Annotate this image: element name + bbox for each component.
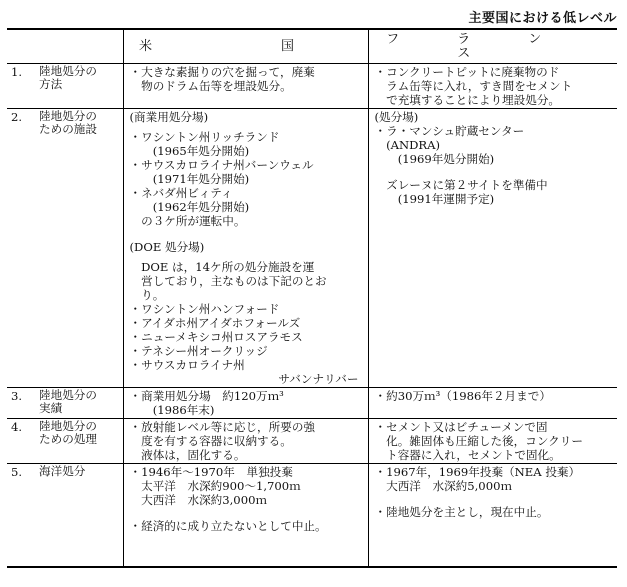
row-label-line: 方法 <box>39 77 63 91</box>
row-label <box>33 109 123 388</box>
header-num <box>7 29 33 64</box>
us-text-line: (1965年処分開始) <box>129 144 250 158</box>
us-text-line: ・ネバダ州ビィティ <box>129 186 233 200</box>
fr-text-line: (1969年処分開始) <box>374 152 495 166</box>
row-label-line: 実績 <box>39 401 63 415</box>
fr-text-line: で充填することにより埋設処分。 <box>374 93 561 107</box>
us-text-line: ・アイダホ州アイダホフォールズ <box>129 316 301 330</box>
fr-text-line: (処分場) <box>374 110 419 124</box>
fr-cell <box>368 388 617 419</box>
us-text-line: 太平洋 水深約900～1,700ｍ <box>129 479 301 493</box>
comparison-table <box>7 28 617 568</box>
us-text-line: ・ワシントン州ハンフォード <box>129 302 280 316</box>
row-label-line: 陸地処分の <box>39 419 97 433</box>
fr-text-line: ・1967年，1969年投棄（NEA 投棄） <box>374 465 581 479</box>
fr-text-line: ・セメント又はビチューメンで固 <box>374 420 548 434</box>
us-text-line: ・大きな素掘りの穴を掘って，廃棄 <box>129 65 315 79</box>
us-text-line: ・サウスカロライナ州バーンウェル <box>129 158 314 172</box>
us-text-line: り。 <box>129 288 165 302</box>
table-row <box>7 64 617 109</box>
us-text-line: の３ケ所が運転中。 <box>129 214 246 228</box>
row-label-line: 陸地処分の <box>39 109 97 123</box>
row-number: 4. <box>7 419 33 464</box>
page-title: 主要国における低レベル <box>468 11 617 26</box>
us-text-line: ・商業用処分場 約120万ｍ³ <box>129 389 284 403</box>
us-text-line: (1962年処分開始) <box>129 200 250 214</box>
table-row <box>7 109 617 388</box>
row-label <box>33 388 123 419</box>
fr-text-line: (ANDRA) <box>374 138 441 152</box>
row-label <box>33 64 123 109</box>
us-text-line: (1986年末) <box>129 403 215 417</box>
row-number: 2. <box>7 109 33 388</box>
row-label-line: 陸地処分の <box>39 64 97 78</box>
row-number: 5. <box>7 464 33 568</box>
us-text-line: 液体は，固化する。 <box>129 448 246 462</box>
us-text-line: ・放射能レベル等に応じ，所要の強 <box>129 420 316 434</box>
us-text-line: ・ワシントン州リッチランド <box>129 130 280 144</box>
header-us: 米 国 <box>123 29 368 64</box>
header-fr: フランス <box>368 29 617 64</box>
us-text-line: サバンナリバー <box>278 372 359 386</box>
us-text-line: ・1946年～1970年 単独投棄 <box>129 465 293 479</box>
us-text-line: 営しており，主なものは下記のとお <box>129 274 327 288</box>
us-text-line: ・経済的に成り立たないとして中止。 <box>129 519 327 533</box>
row-label-line: 海洋処分 <box>39 464 86 478</box>
row-label-line: 陸地処分の <box>39 388 97 402</box>
fr-text-line: ・約30万ｍ³（1986年２月まで） <box>374 389 551 403</box>
us-text-line: ・テネシー州オークリッジ <box>129 344 268 358</box>
row-label-line: ための処理 <box>39 432 97 446</box>
row-number: 3. <box>7 388 33 419</box>
us-cell <box>123 64 368 109</box>
header-label <box>33 29 123 64</box>
row-label <box>33 419 123 464</box>
row-number: 1. <box>7 64 33 109</box>
fr-text-line: ・ラ・マンシュ貯蔵センター <box>374 124 525 138</box>
fr-text-line: ・陸地処分を主とし，現在中止。 <box>374 505 549 519</box>
us-cell <box>123 109 368 388</box>
us-text-line: DOE は，14ケ所の処分施設を運 <box>129 260 315 274</box>
fr-cell <box>368 464 617 568</box>
fr-text-line: 化。雑固体も圧縮した後，コンクリー <box>374 434 583 448</box>
fr-cell <box>368 64 617 109</box>
us-text-line: ・サウスカロライナ州 <box>129 358 245 372</box>
table-header-row <box>7 29 617 64</box>
us-text-line: (1971年処分開始) <box>129 172 250 186</box>
us-text-line: (DOE 処分場) <box>129 240 205 254</box>
table-row <box>7 419 617 464</box>
us-cell <box>123 464 368 568</box>
fr-text-line: (1991年運開予定) <box>374 192 495 206</box>
fr-text-line: ・コンクリートピットに廃棄物のド <box>374 65 560 79</box>
us-text-line: 大西洋 水深約3,000ｍ <box>129 493 268 507</box>
us-text-line: ・ニューメキシコ州ロスアラモス <box>129 330 303 344</box>
table-row <box>7 388 617 419</box>
row-label-line: ための施設 <box>39 122 97 136</box>
fr-text-line: 大西洋 水深約5,000ｍ <box>374 479 513 493</box>
fr-text-line: ズレーヌに第２サイトを準備中 <box>374 178 548 192</box>
us-cell <box>123 419 368 464</box>
us-text-line: (商業用処分場) <box>129 110 209 124</box>
fr-cell <box>368 419 617 464</box>
us-text-line: 度を有する容器に収納する。 <box>129 434 292 448</box>
us-cell <box>123 388 368 419</box>
us-text-line: 物のドラム缶等を埋設処分。 <box>129 79 292 93</box>
fr-text-line: ラム缶等に入れ，すき間をセメント <box>374 79 573 93</box>
fr-cell <box>368 109 617 388</box>
row-label <box>33 464 123 568</box>
table-row <box>7 464 617 568</box>
fr-text-line: ト容器に入れ，セメントで固化。 <box>374 448 561 462</box>
